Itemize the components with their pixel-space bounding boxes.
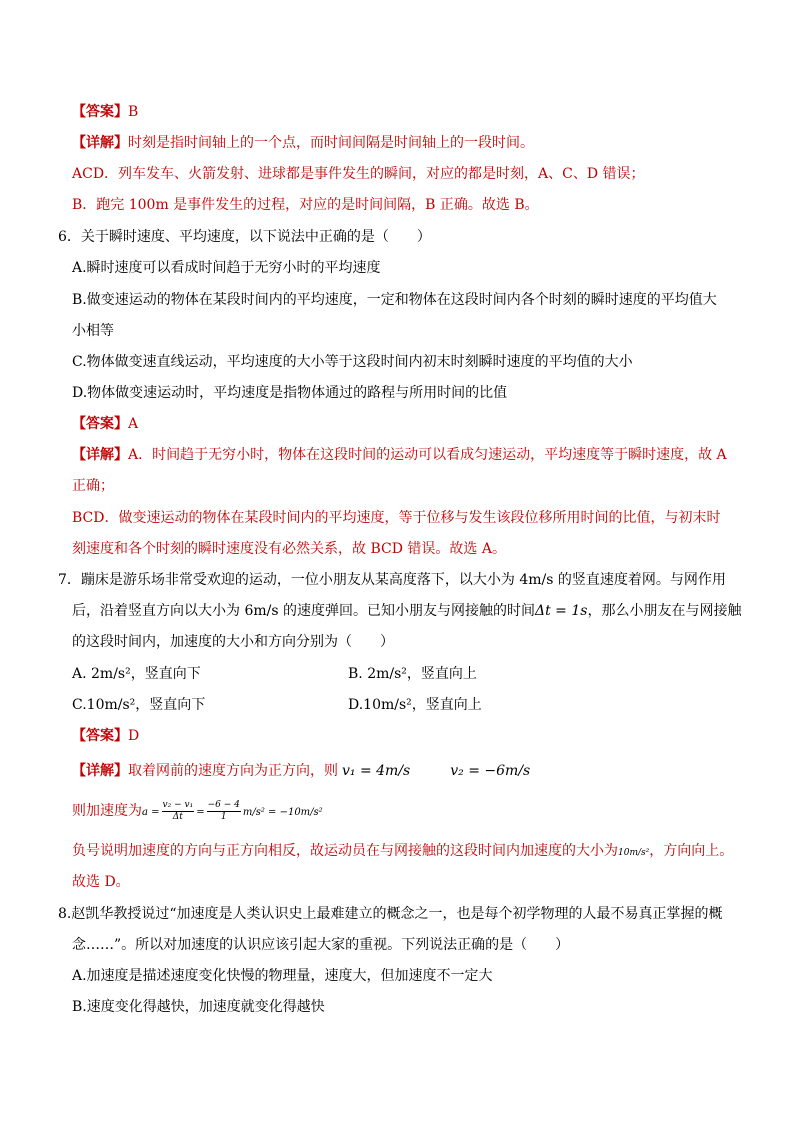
- q7-acceleration-formula: 则加速度为a = $\frac{\text{v₂ − v₁}}{\Delta t}$ = $\frac{-6 - 4}{1}$ m/s² = −10m/s²: [72, 799, 323, 822]
- fraction-velocity-change: $\frac{\text{v₂ − v₁}}{\Delta t}$: [162, 799, 194, 822]
- q8-option-b: B.速度变化得越快，加速度就变化得越快: [72, 999, 325, 1015]
- q7-stem-line3: 的这段时间内，加速度的大小和方向分别为（ ）: [72, 634, 394, 650]
- delta-t-formula: Δt = 1s: [534, 603, 588, 619]
- q6-detail-1: 【详解】A．时间趋于无穷小时，物体在这段时间的运动可以看成匀速运动，平均速度等于瞬时速度，故 A: [72, 447, 727, 463]
- q6-option-b-line1: B.做变速运动的物体在某段时间内的平均速度，一定和物体在这段时间内各个时刻的瞬时速度的平均值大: [72, 292, 717, 308]
- q7-detail-4: 故选 D。: [72, 874, 130, 890]
- q5-detail-2: ACD．列车发车、火箭发射、进球都是事件发生的瞬间，对应的都是时刻，A、C、D 错误；: [72, 166, 645, 182]
- q7-option-d: D.10m/s²，竖直向上: [348, 697, 482, 713]
- q7-stem-line2: 后，沿着竖直方向以大小为 6m/s 的速度弹回。已知小朋友与网接触的时间Δt = 1s，那么小朋友在与网接触: [72, 603, 742, 619]
- answer-tag: 【答案】: [72, 416, 128, 432]
- q6-detail-2: 正确；: [72, 478, 114, 494]
- q6-detail-4: 刻速度和各个时刻的瞬时速度没有必然关系，故 BCD 错误。故选 A。: [72, 541, 506, 557]
- detail-tag: 【详解】: [72, 763, 128, 779]
- answer-tag: 【答案】: [72, 728, 128, 744]
- q8-stem-line1: 8.赵凯华教授说过“加速度是人类认识史上最难建立的概念之一，也是每个初学物理的人最不易真正掌握的概: [58, 906, 723, 922]
- q7-answer: [72, 727, 139, 745]
- q7-option-c: C.10m/s²，竖直向下: [72, 697, 206, 713]
- q6-option-c: C.物体做变速直线运动，平均速度的大小等于这段时间内初末时刻瞬时速度的平均值的大小: [72, 354, 633, 370]
- q8-option-a: A.加速度是描述速度变化快慢的物理量，速度大，但加速度不一定大: [72, 968, 493, 984]
- answer-value: A: [128, 416, 139, 432]
- q5-detail-3: B．跑完 100m 是事件发生的过程，对应的是时间间隔，B 正确。故选 B。: [72, 197, 539, 213]
- q7-stem-line1: 7．蹦床是游乐场非常受欢迎的运动，一位小朋友从某高度落下，以大小为 4m/s 的竖直速度着网。与网作用: [58, 572, 726, 588]
- q6-answer: [72, 415, 138, 433]
- q7-detail-3: 负号说明加速度的方向与正方向相反，故运动员在与网接触的这段时间内加速度的大小为10m/s²，方向向上。: [72, 843, 734, 859]
- q6-option-a: A.瞬时速度可以看成时间趋于无穷小时的平均速度: [72, 260, 381, 276]
- q7-detail-1: 【详解】取着网前的速度方向为正方向，则 v₁ = 4m/s v₂ = −6m/s: [72, 763, 531, 779]
- v2-formula: v₂ = −6m/s: [450, 763, 531, 779]
- q6-detail-3: BCD．做变速运动的物体在某段时间内的平均速度，等于位移与发生该段位移所用时间的比值，与初末时: [72, 510, 721, 526]
- q7-options-row1: [72, 665, 201, 683]
- q7-option-a: A. 2m/s²，竖直向下: [72, 666, 201, 682]
- q6-stem: 6．关于瞬时速度、平均速度，以下说法中正确的是（ ）: [58, 229, 431, 245]
- detail-tag: 【详解】: [72, 447, 128, 463]
- q6-option-d: D.物体做变速运动时，平均速度是指物体通过的路程与所用时间的比值: [72, 385, 508, 401]
- answer-value: D: [128, 728, 140, 744]
- q6-option-b-line2: 小相等: [72, 323, 114, 339]
- detail-tag: 【详解】: [72, 135, 128, 151]
- answer-tag: 【答案】: [72, 104, 128, 120]
- q5-detail-1: 【详解】时刻是指时间轴上的一个点，而时间间隔是时间轴上的一段时间。: [72, 135, 534, 151]
- v1-formula: v₁ = 4m/s: [342, 763, 411, 779]
- fraction-values: $\frac{-6 - 4}{1}$: [207, 799, 240, 822]
- q8-stem-line2: 念……”。所以对加速度的认识应该引起大家的重视。下列说法正确的是（ ）: [72, 937, 570, 953]
- q7-option-b: B. 2m/s²，竖直向上: [348, 666, 477, 682]
- answer-value: B: [128, 104, 139, 120]
- q5-answer: [72, 103, 138, 121]
